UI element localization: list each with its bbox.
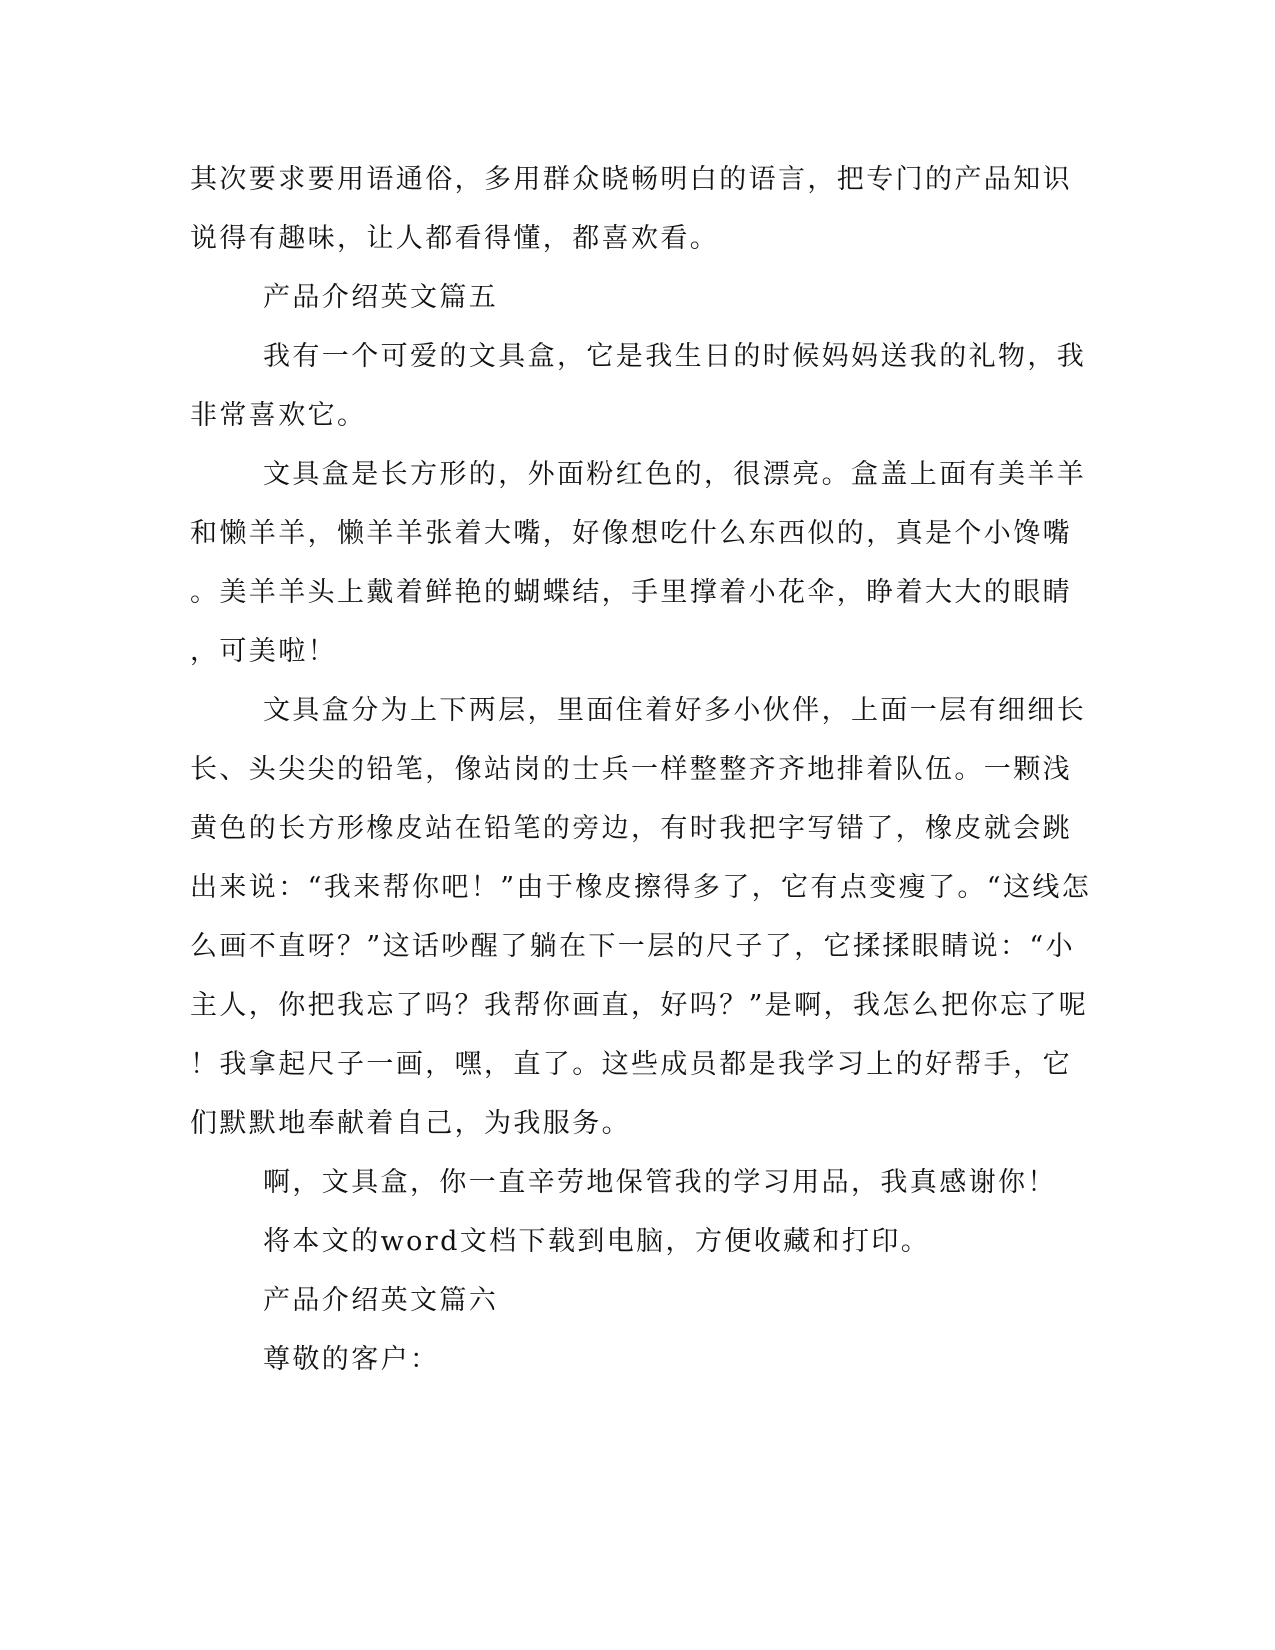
body-text-line: 说得有趣味，让人都看得懂，都喜欢看。 [190,223,720,254]
body-text-line: 长、头尖尖的铅笔，像站岗的士兵一样整整齐齐地排着队伍。一颗浅 [190,754,1072,785]
body-text-line: 么画不直呀？”这话吵醒了躺在下一层的尺子了，它揉揉眼睛说：“小 [190,931,1076,962]
body-text-line: 我有一个可爱的文具盒，它是我生日的时候妈妈送我的礼物，我 [263,341,1087,372]
body-text-line: 。美羊羊头上戴着鲜艳的蝴蝶结，手里撑着小花伞，睁着大大的眼睛 [190,577,1072,608]
salutation: 尊敬的客户： [263,1344,440,1375]
body-text-line: 其次要求要用语通俗，多用群众晓畅明白的语言，把专门的产品知识 [190,164,1072,195]
body-text-line: 非常喜欢它。 [190,400,367,431]
section-heading: 产品介绍英文篇六 [263,1285,499,1316]
body-text-line: 啊，文具盒，你一直辛劳地保管我的学习用品，我真感谢你！ [263,1167,1057,1198]
body-text-line: 主人，你把我忘了吗？我帮你画直，好吗？”是啊，我怎么把你忘了呢 [190,990,1089,1021]
body-text-line: ，可美啦！ [190,636,337,667]
body-text-line: 和懒羊羊，懒羊羊张着大嘴，好像想吃什么东西似的，真是个小馋嘴 [190,518,1072,549]
body-text-line: 黄色的长方形橡皮站在铅笔的旁边，有时我把字写错了，橡皮就会跳 [190,813,1072,844]
body-text-line: 出来说：“我来帮你吧！”由于橡皮擦得多了，它有点变瘦了。“这线怎 [190,872,1092,903]
body-text-line: 们默默地奉献着自己，为我服务。 [190,1108,631,1139]
section-heading: 产品介绍英文篇五 [263,282,499,313]
body-text-line: 文具盒是长方形的，外面粉红色的，很漂亮。盒盖上面有美羊羊 [263,459,1087,490]
body-text-line: 文具盒分为上下两层，里面住着好多小伙伴，上面一层有细细长 [263,695,1087,726]
body-text-line: 将本文的word文档下载到电脑，方便收藏和打印。 [263,1226,931,1257]
body-text-line: ！我拿起尺子一画，嘿，直了。这些成员都是我学习上的好帮手，它 [190,1049,1072,1080]
